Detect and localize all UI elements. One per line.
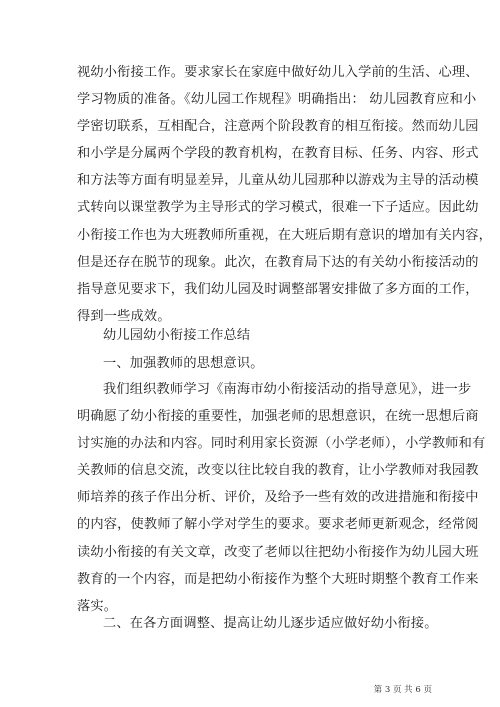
paragraph-line: 讨实施的办法和内容。同时利用家长资源（小学老师），小学教师和有 [77,436,486,452]
paragraph-line: 式转向以课堂教学为主导形式的学习模式，很难一下子适应。因此幼 [77,200,479,216]
heading-1: 一、加强教师的思想意识。 [103,356,264,371]
paragraph-line: 得到一些成效。 [77,308,171,324]
paragraph-line: 的内容，使教师了解小学对学生的要求。要求老师更新观念，经常阅 [77,517,479,533]
paragraph-line: 和方法等方面有明显差异，儿童从幼儿园那种以游戏为主导的活动模 [77,173,479,189]
paragraph-2 [77,376,486,620]
section-title-block [77,322,430,349]
paragraph-1 [77,59,493,330]
paragraph-line: 学习物质的准备。《幼儿园工作规程》明确指出： 幼儿园教育应和小 [77,92,477,108]
paragraph-line: 视幼小衔接工作。要求家长在家庭中做好幼儿入学前的生活、心理、 [77,65,479,80]
paragraph-line: 我们组织教师学习《南海市幼小衔接活动的指导意见》，进一步 [103,382,472,397]
paragraph-line: 和小学是分属两个学段的教育机构，在教育目标、任务、内容、形式 [77,146,479,162]
paragraph-line: 但是还存在脱节的现象。此次，在教育局下达的有关幼小衔接活动的 [77,254,479,270]
paragraph-line: 指导意见要求下，我们幼儿园及时调整部署安排做了多方面的工作， [77,281,479,297]
section-title: 幼儿园幼小衔接工作总结 [103,328,251,343]
heading-2-block [77,610,438,637]
paragraph-line: 学密切联系，互相配合，注意两个阶段教育的相互衔接。然而幼儿园 [77,119,479,135]
heading-1-block [77,350,430,377]
page-number: 第 3 页 共 6 页 [373,685,432,695]
paragraph-line: 教育的一个内容，而是把幼小衔接作为整个大班时期整个教育工作来 [77,571,479,587]
paragraph-line: 明确愿了幼小衔接的重要性，加强老师的思想意识，在统一思想后商 [77,409,479,425]
paragraph-line: 小衔接工作也为大班教师所重视，在大班后期有意识的增加有关内容， [77,227,493,243]
paragraph-line: 落实。 [77,598,118,614]
paragraph-line: 师培养的孩子作出分析、评价，及给予一些有效的改进措施和衔接中 [77,490,479,506]
heading-2: 二、在各方面调整、提高让幼儿逐步适应做好幼小衔接。 [103,616,438,631]
paragraph-line: 关教师的信息交流，改变以往比较自我的教育，让小学教师对我园教 [77,463,479,479]
paragraph-line: 读幼小衔接的有关文章，改变了老师以往把幼小衔接作为幼儿园大班 [77,544,479,560]
